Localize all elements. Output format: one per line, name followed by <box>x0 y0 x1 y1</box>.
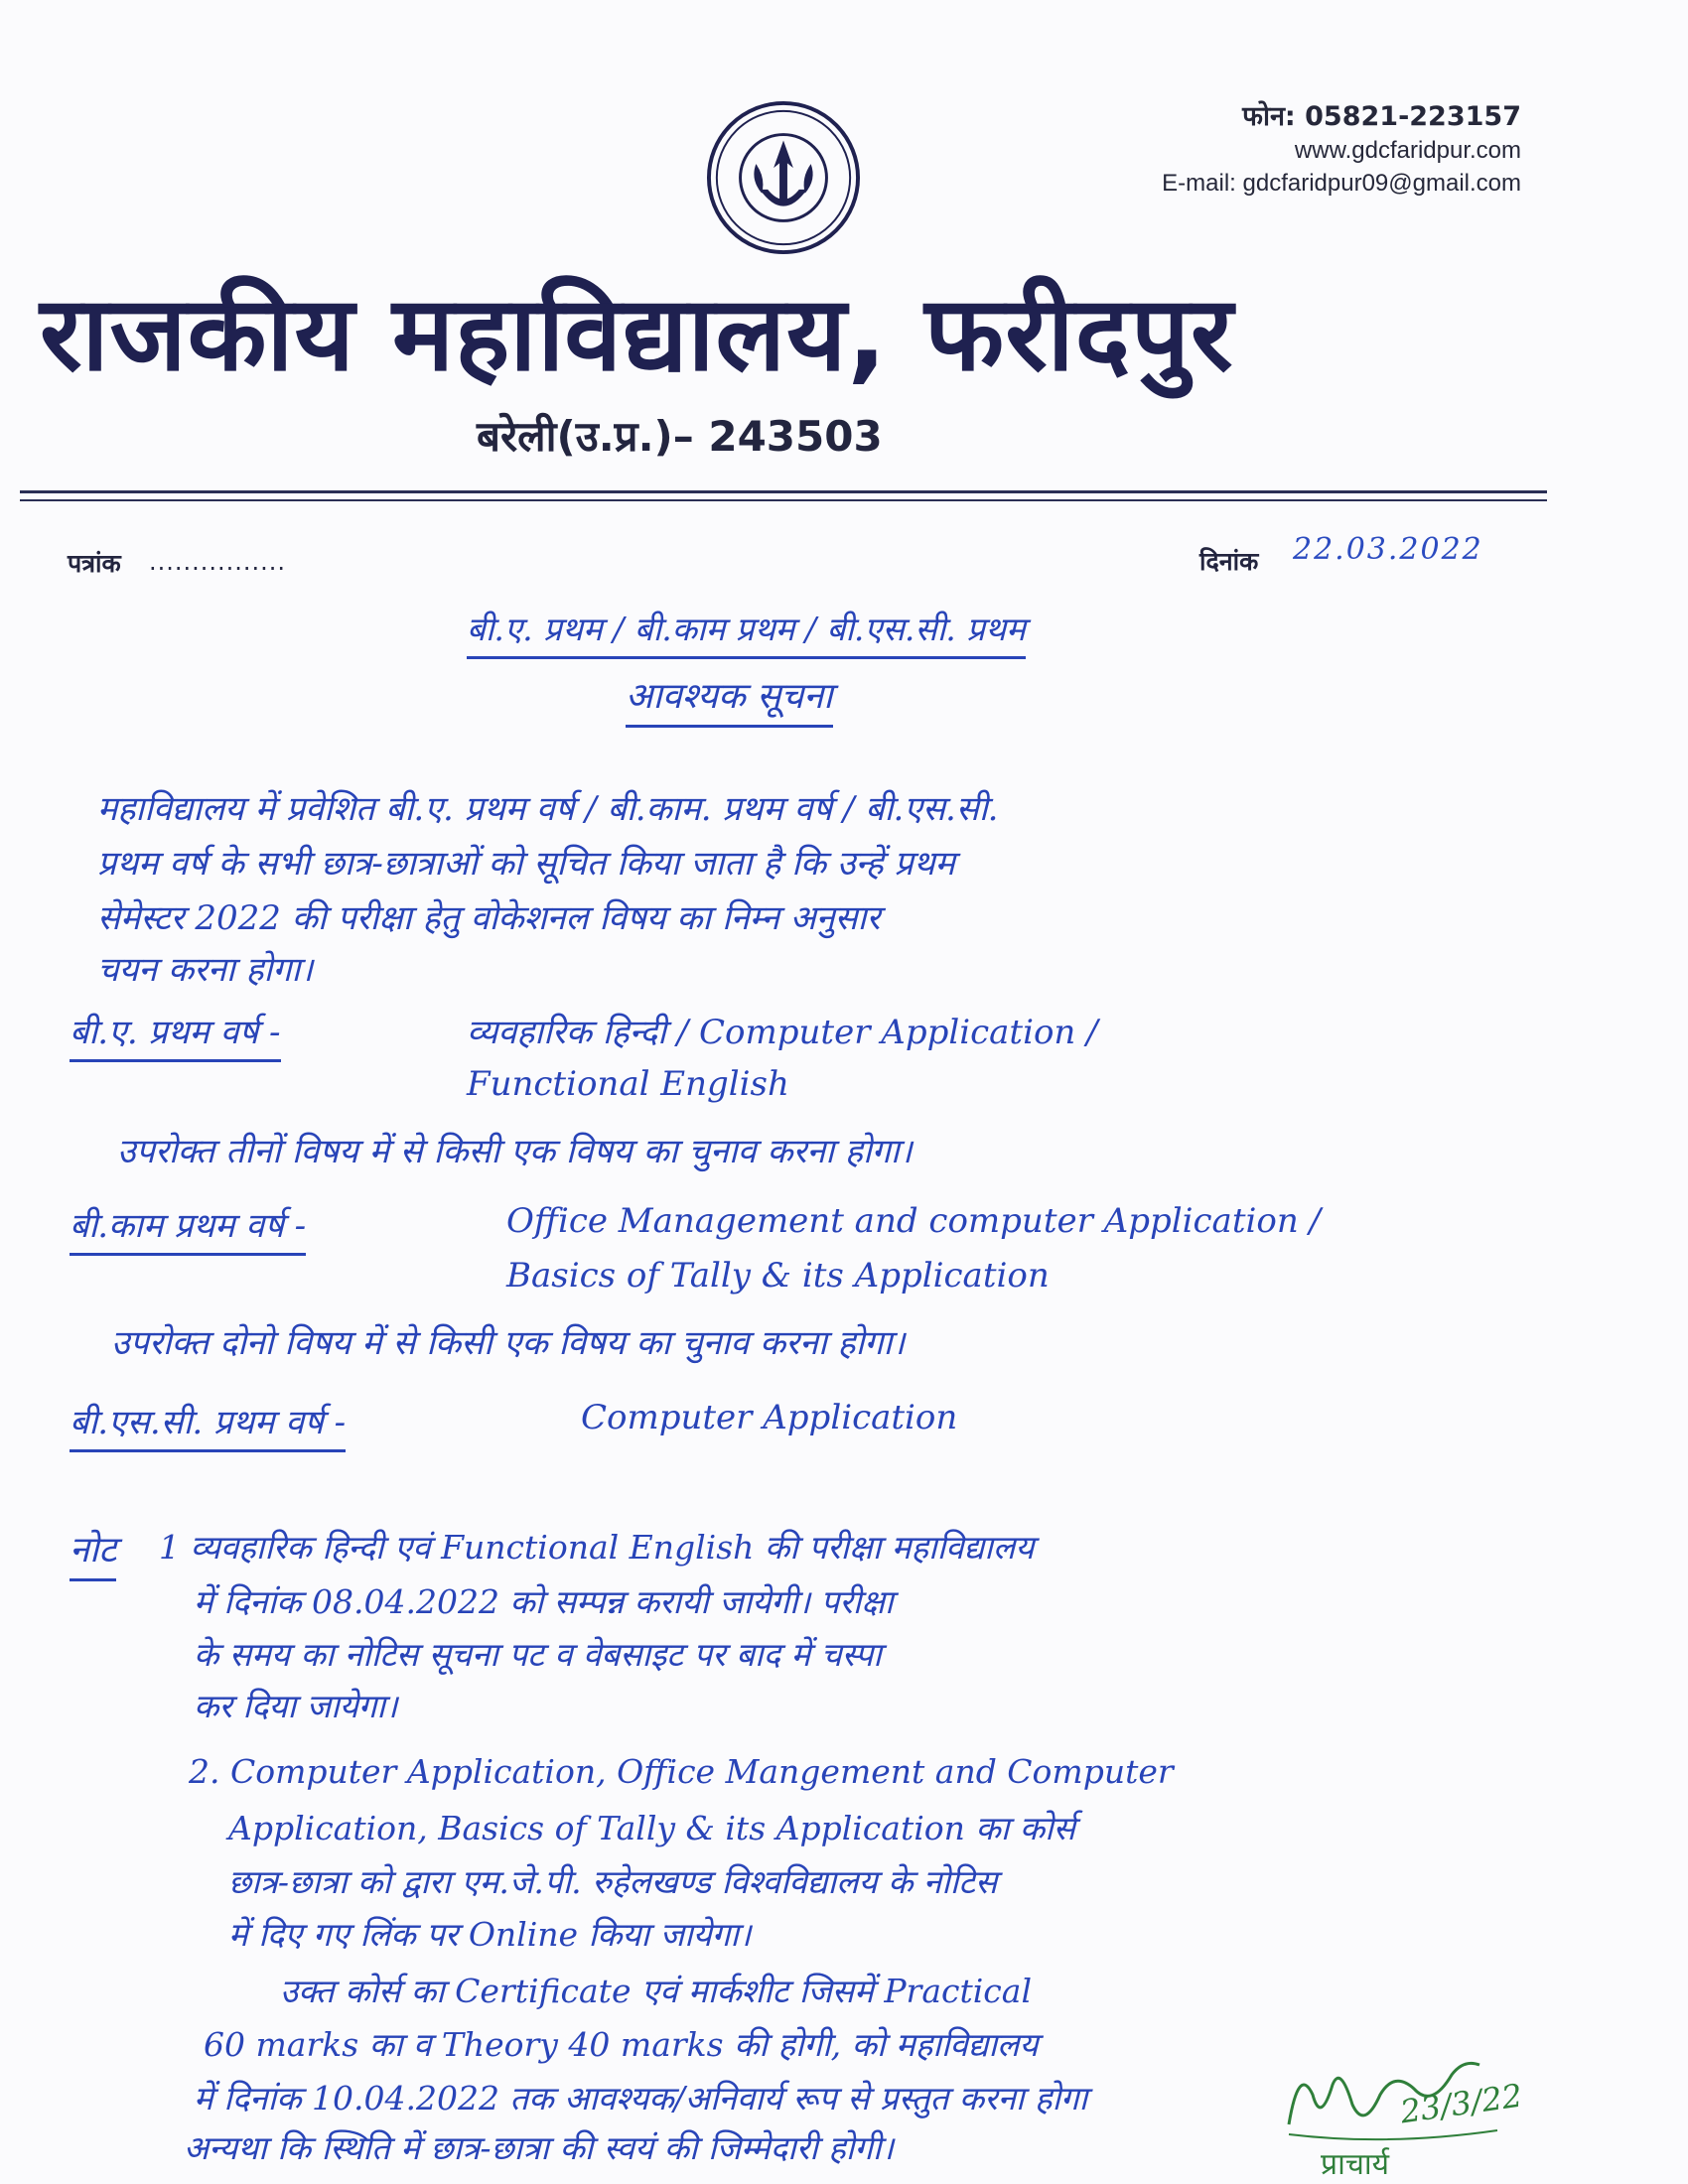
note2-line: 2. Computer Application, Office Mangement and Computer <box>189 1752 1174 1791</box>
bsc-subjects: Computer Application <box>581 1398 958 1437</box>
note1-line: कर दिया जायेगा। <box>194 1687 398 1725</box>
bcom-note: उपरोक्त दोनो विषय में से किसी एक विषय का चुनाव करना होगा। <box>111 1323 906 1363</box>
college-name: राजकीय महाविद्यालय, फरीदपुर <box>40 273 1234 394</box>
contact-block <box>1162 99 1521 200</box>
college-address: बरेली(उ.प्र.)– 243503 <box>477 412 883 461</box>
note2-line: अन्यथा कि स्थिति में छात्र-छात्रा की स्वयं की जिम्मेदारी होगी। <box>184 2128 894 2167</box>
intro-line: महाविद्यालय में प्रवेशित बी.ए. प्रथम वर्ष / बी.काम. प्रथम वर्ष / बी.एस.सी. <box>97 789 999 829</box>
note2-line: 60 marks का व Theory 40 marks की होगी, को महाविद्यालय <box>204 2025 1039 2064</box>
note1-line: में दिनांक 08.04.2022 को सम्पन्न करायी जायेगी। परीक्षा <box>194 1582 894 1621</box>
intro-line: प्रथम वर्ष के सभी छात्र-छात्राओं को सूचित किया जाता है कि उन्हें प्रथम <box>97 844 955 884</box>
phone-number: फोन: 05821-223157 <box>1242 101 1521 132</box>
ba-note: उपरोक्त तीनों विषय में से किसी एक विषय का चुनाव करना होगा। <box>117 1132 913 1171</box>
note1-line: के समय का नोटिस सूचना पट व वेबसाइट पर बाद में चस्पा <box>194 1635 882 1674</box>
note2-line: छात्र-छात्रा को द्वारा एम.जे.पी. रुहेलखण्ड विश्वविद्यालय के नोटिस <box>228 1862 998 1901</box>
ba-label: बी.ए. प्रथम वर्ष - <box>70 1008 281 1062</box>
header-divider-secondary <box>20 499 1547 501</box>
notice-heading: बी.ए. प्रथम / बी.काम प्रथम / बी.एस.सी. प्रथम <box>467 606 1026 659</box>
ref-value: ................ <box>149 548 287 576</box>
date-value: 22.03.2022 <box>1293 532 1483 567</box>
bcom-subjects-cont: Basics of Tally & its Application <box>506 1256 1050 1296</box>
bcom-subjects: Office Management and computer Application / <box>506 1201 1321 1241</box>
ba-subjects-cont: Functional English <box>467 1064 789 1104</box>
note2-line: में दिनांक 10.04.2022 तक आवश्यक/अनिवार्य रूप से प्रस्तुत करना होगा <box>194 2079 1088 2117</box>
college-seal-icon <box>705 99 862 256</box>
signatory-designation: प्राचार्य <box>1321 2147 1390 2182</box>
intro-line: चयन करना होगा। <box>97 950 314 990</box>
note-label: नोट <box>70 1524 116 1581</box>
bsc-label: बी.एस.सी. प्रथम वर्ष - <box>70 1398 346 1452</box>
ref-label: पत्रांक <box>68 549 121 578</box>
note1-line: 1 व्यवहारिक हिन्दी एवं Functional English की परीक्षा महाविद्यालय <box>159 1528 1035 1567</box>
signature-date: 23/3/22 <box>1397 2076 1525 2131</box>
bcom-label: बी.काम प्रथम वर्ष - <box>70 1201 306 1256</box>
header-divider <box>20 490 1547 493</box>
notice-subheading: आवश्यक सूचना <box>626 670 833 728</box>
website-link[interactable]: www.gdcfaridpur.com <box>1294 137 1521 165</box>
intro-line: सेमेस्टर 2022 की परीक्षा हेतु वोकेशनल विषय का निम्न अनुसार <box>97 898 881 938</box>
ba-subjects: व्यवहारिक हिन्दी / Computer Application / <box>467 1013 1098 1052</box>
note2-line: उक्त कोर्स का Certificate एवं मार्कशीट जिसमें Practical <box>280 1972 1033 2010</box>
email-address[interactable]: E-mail: gdcfaridpur09@gmail.com <box>1162 169 1521 197</box>
date-label: दिनांक <box>1199 547 1259 576</box>
note2-line: में दिए गए लिंक पर Online किया जायेगा। <box>228 1915 752 1954</box>
note2-line: Application, Basics of Tally & its Application का कोर्स <box>228 1809 1075 1847</box>
